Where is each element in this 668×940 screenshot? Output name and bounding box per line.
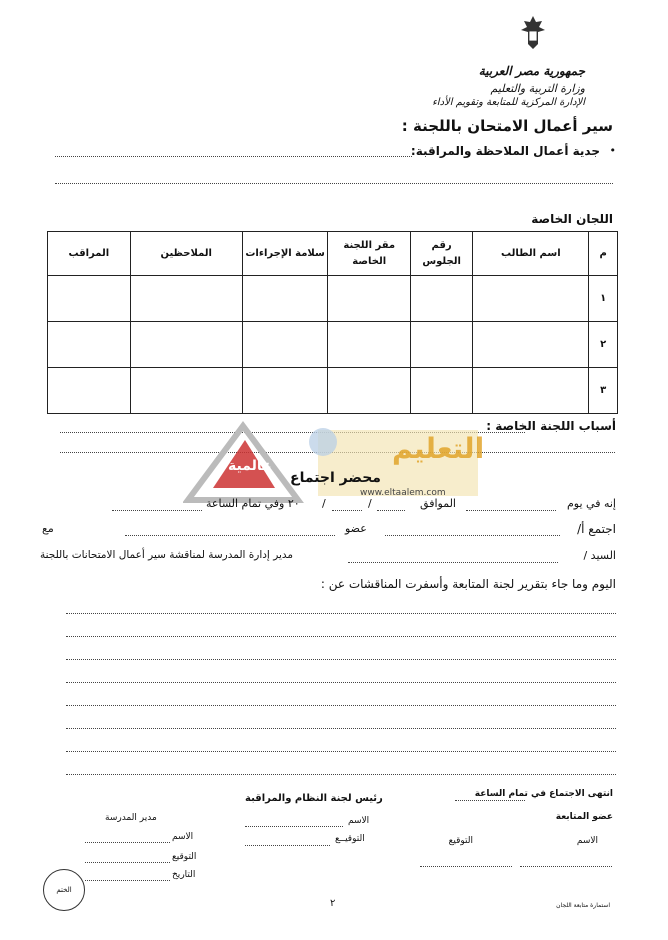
principal-name-field[interactable] [348,562,558,563]
table-cell[interactable] [328,368,411,414]
discussion-line[interactable] [66,659,616,660]
day-field[interactable] [466,510,556,511]
chair-name-field[interactable] [245,826,343,827]
minutes-line4: اليوم وما جاء بتقرير لجنة المتابعة وأسفرت المناقشات عن : [320,577,616,591]
department-title: الإدارة المركزية للمتابعة وتقويم الأداء [432,97,585,108]
table-cell[interactable] [411,368,473,414]
table-cell[interactable] [48,322,131,368]
meeting-end-field[interactable] [455,800,525,801]
seriousness-field[interactable] [55,156,412,157]
date-day-field[interactable] [377,510,405,511]
follow-member-name-field[interactable] [520,866,612,867]
discussion-line[interactable] [66,728,616,729]
stamp-circle [43,869,85,911]
principal-date-field[interactable] [85,880,170,881]
table-cell[interactable] [130,322,242,368]
principal-signature-field[interactable] [85,862,170,863]
watermark-site-url: www.eltaalem.com [360,488,446,498]
table-cell[interactable] [130,368,242,414]
date-month-field[interactable] [332,510,362,511]
table-cell[interactable] [473,322,589,368]
watermark-red-text: عالمية [228,458,272,474]
row-number: ١ [589,276,618,322]
table-cell[interactable] [48,368,131,414]
seriousness-label: جدية أعمال الملاحظة والمراقبة: [410,144,600,158]
table-cell[interactable] [328,276,411,322]
principal-name-field[interactable] [85,842,170,843]
table-header-row [48,232,618,276]
bullet-icon: • [609,144,616,157]
discussion-line[interactable] [66,751,616,752]
section-title: سير أعمال الامتحان باللجنة : [401,117,613,135]
minutes-line3-text: مدير إدارة المدرسة لمناقشة سير أعمال الامتحانات باللجنة [40,549,294,561]
table-cell[interactable] [242,276,328,322]
table-row [48,368,618,414]
discussion-line[interactable] [66,636,616,637]
minutes-title: محضر اجتماع [290,470,381,486]
member-role-field[interactable] [125,535,335,536]
discussion-line[interactable] [66,705,616,706]
minutes-line1-day: إنه في يوم [567,497,616,510]
follow-member-label: عضو المتابعة [555,812,613,822]
watermark-site-name: التعليم [392,432,485,465]
chair-signature-field[interactable] [245,845,330,846]
table-cell[interactable] [242,322,328,368]
member-name-field[interactable] [385,535,560,536]
reasons-label: أسباب اللجنة الخاصة : [486,419,616,433]
row-number: ٢ [589,322,618,368]
page-number: ٢ [330,898,336,909]
table-row [48,276,618,322]
col-header-supervisor: المراقب [48,232,131,276]
discussion-line[interactable] [66,774,616,775]
ministry-title: وزارة التربية والتعليم [490,82,585,95]
eagle-emblem-icon [518,14,548,52]
table-cell[interactable] [411,322,473,368]
stamp-label: الختم [56,886,72,894]
country-title: جمهورية مصر العربية [478,64,585,78]
col-header-committee-location: مقر اللجنة الخاصة [328,232,411,276]
col-header-observers: الملاحظين [130,232,242,276]
principal-title: مدير المدرسة [105,813,157,823]
minutes-line3-mr: السيد / [583,549,616,562]
table-cell[interactable] [411,276,473,322]
follow-member-signature-label: التوقيع [448,836,473,846]
discussion-line[interactable] [66,613,616,614]
minutes-line2-member: عضو [345,522,367,535]
follow-member-name-label: الاسم [576,836,598,846]
minutes-line1-time: ٢٠ وفي تمام الساعة [206,497,300,510]
table-cell[interactable] [242,368,328,414]
table-cell[interactable] [328,322,411,368]
special-committees-table [47,231,618,414]
file-note: استمارة متابعة اللجان [556,902,610,909]
principal-date-label: التاريخ [172,870,196,880]
chair-name-label: الاسم [348,816,370,826]
chair-signature-label: التوقيــع [335,834,365,844]
date-separator: / [368,497,372,510]
special-committees-title: اللجان الخاصة [531,212,613,226]
table-cell[interactable] [130,276,242,322]
principal-name-label: الاسم [172,832,194,842]
date-separator: / [322,497,326,510]
minutes-line2-met: اجتمع أ/ [577,522,616,536]
col-header-seat-number: رقم الجلوس [411,232,473,276]
row-number: ٣ [589,368,618,414]
minutes-line1-date: الموافق [420,497,456,510]
discussion-line[interactable] [66,682,616,683]
minutes-line2-with: مع [42,522,54,535]
chair-title: رئيس لجنة النظام والمراقبة [245,793,383,804]
time-field[interactable] [112,510,202,511]
principal-signature-label: التوقيع [172,852,197,862]
col-header-procedures: سلامة الإجراءات [242,232,328,276]
col-header-student-name: اسم الطالب [473,232,589,276]
table-row [48,322,618,368]
meeting-end-label: انتهى الاجتماع في تمام الساعة [474,789,613,799]
table-cell[interactable] [473,276,589,322]
table-cell[interactable] [48,276,131,322]
follow-member-signature-field[interactable] [420,866,512,867]
col-header-number: م [589,232,618,276]
table-cell[interactable] [473,368,589,414]
seriousness-field-2[interactable] [55,183,613,184]
